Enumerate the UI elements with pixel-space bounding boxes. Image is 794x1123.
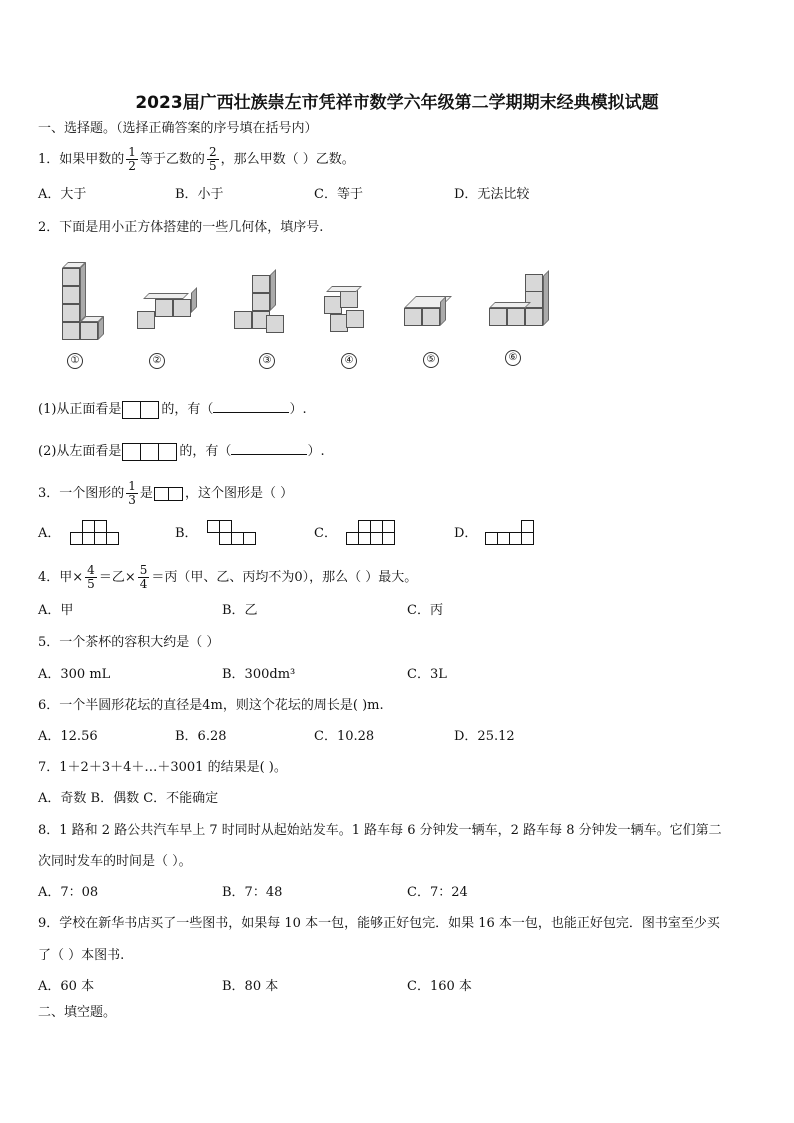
question-9-line-1: 9．学校在新华书店买了一些图书，如果每 10 本一包，能够正好包完．如果 16 本一包，也能正好包完．图书室至少买 xyxy=(38,916,720,931)
q8-option-c: C．7：24 xyxy=(407,885,468,900)
figure-label-2: ② xyxy=(149,353,165,369)
question-3: 3．一个图形的 $\frac{1}{3}$ 是 ，这个图形是（ ） xyxy=(38,479,294,507)
q6-option-c: C．10.28 xyxy=(314,729,375,744)
fraction-1-2: $\frac{1}{2}$ xyxy=(128,145,136,173)
figure-label-5: ⑤ xyxy=(423,352,439,368)
q7-options: A．奇数 B．偶数 C．不能确定 xyxy=(38,791,219,806)
fraction-1-3: $\frac{1}{3}$ xyxy=(128,479,136,507)
q5-option-b: B．300dm³ xyxy=(222,667,296,682)
q3-option-c: C． xyxy=(314,526,337,541)
figure-label-3: ③ xyxy=(259,353,275,369)
q6-option-a: A．12.56 xyxy=(38,729,98,744)
q1-option-d: D．无法比较 xyxy=(454,187,530,202)
question-7: 7．1＋2＋3＋4＋…＋3001 的结果是( )。 xyxy=(38,760,287,775)
shape-option-c xyxy=(344,520,404,550)
q5-option-c: C．3L xyxy=(407,667,447,682)
q4-option-a: A．甲 xyxy=(38,603,74,618)
q6-option-b: B．6.28 xyxy=(175,729,227,744)
figure-label-1: ① xyxy=(67,353,83,369)
question-2: 2．下面是用小正方体搭建的一些几何体，填序号. xyxy=(38,220,324,235)
shape-option-b xyxy=(205,520,255,550)
q8-option-b: B．7：48 xyxy=(222,885,283,900)
answer-blank-2[interactable] xyxy=(231,442,307,455)
solid-figure-3 xyxy=(232,275,287,345)
solid-figure-1 xyxy=(60,262,110,352)
question-5: 5．一个茶杯的容积大约是（ ） xyxy=(38,635,220,650)
figure-label-4: ④ xyxy=(341,353,357,369)
question-1: 1．如果甲数的 $\frac{1}{2}$ 等于乙数的 $\frac{2}{5}$ ，那么甲数（ ）乙数。 xyxy=(38,145,355,173)
section-heading-fill: 二、填空题。 xyxy=(38,1005,117,1020)
question-4: 4．甲× $\frac{4}{5}$ ＝乙× $\frac{5}{4}$ ＝丙（甲、乙、丙均不为0），那么（ ）最大。 xyxy=(38,563,418,591)
q5-option-a: A．300 mL xyxy=(38,667,111,682)
shape-option-a xyxy=(68,520,128,550)
q3-option-d: D． xyxy=(454,526,478,541)
q1-option-a: A．大于 xyxy=(38,187,87,202)
solid-figure-4 xyxy=(320,282,370,342)
view-two-squares xyxy=(123,401,159,419)
section-heading-choice: 一、选择题。（选择正确答案的序号填在括号内） xyxy=(38,121,318,136)
shape-option-d xyxy=(483,520,543,550)
q4-option-c: C．丙 xyxy=(407,603,443,618)
solid-figure-6 xyxy=(487,272,557,337)
q9-option-b: B．80 本 xyxy=(222,979,279,994)
q1-option-c: C．等于 xyxy=(314,187,363,202)
solid-figure-5 xyxy=(402,290,462,340)
fraction-2-5: $\frac{2}{5}$ xyxy=(208,145,217,173)
q9-option-c: C．160 本 xyxy=(407,979,472,994)
question-8-line-1: 8．1 路和 2 路公共汽车早上 7 时同时从起始站发车。1 路车每 6 分钟发一辆车，2 路车每 8 分钟发一辆车。它们第二 xyxy=(38,823,722,838)
q4-option-b: B．乙 xyxy=(222,603,258,618)
question-9-line-2: 了（ ）本图书. xyxy=(38,948,125,963)
question-6: 6．一个半圆形花坛的直径是4m，则这个花坛的周长是( )m. xyxy=(38,698,384,713)
fraction-4-5: $\frac{4}{5}$ xyxy=(87,563,95,591)
two-squares-shape xyxy=(155,487,183,501)
fraction-5-4: $\frac{5}{4}$ xyxy=(139,563,148,591)
solid-figure-2 xyxy=(135,285,195,345)
view-three-squares xyxy=(123,443,177,461)
figure-label-6: ⑥ xyxy=(505,350,521,366)
q3-option-b: B． xyxy=(175,526,198,541)
q2-sub-1: (1)从正面看是 的，有（ ）. xyxy=(38,402,307,417)
q3-option-a: A． xyxy=(38,526,61,541)
q9-option-a: A．60 本 xyxy=(38,979,95,994)
q8-option-a: A．7：08 xyxy=(38,885,99,900)
q6-option-d: D．25.12 xyxy=(454,729,515,744)
q2-sub-2: (2)从左面看是 的，有（ ）. xyxy=(38,444,325,459)
question-8-line-2: 次同时发车的时间是（ ）。 xyxy=(38,854,192,869)
answer-blank-1[interactable] xyxy=(213,400,289,413)
q1-option-b: B．小于 xyxy=(175,187,224,202)
page-title: 2023届广西壮族崇左市凭祥市数学六年级第二学期期末经典模拟试题 xyxy=(135,93,659,113)
